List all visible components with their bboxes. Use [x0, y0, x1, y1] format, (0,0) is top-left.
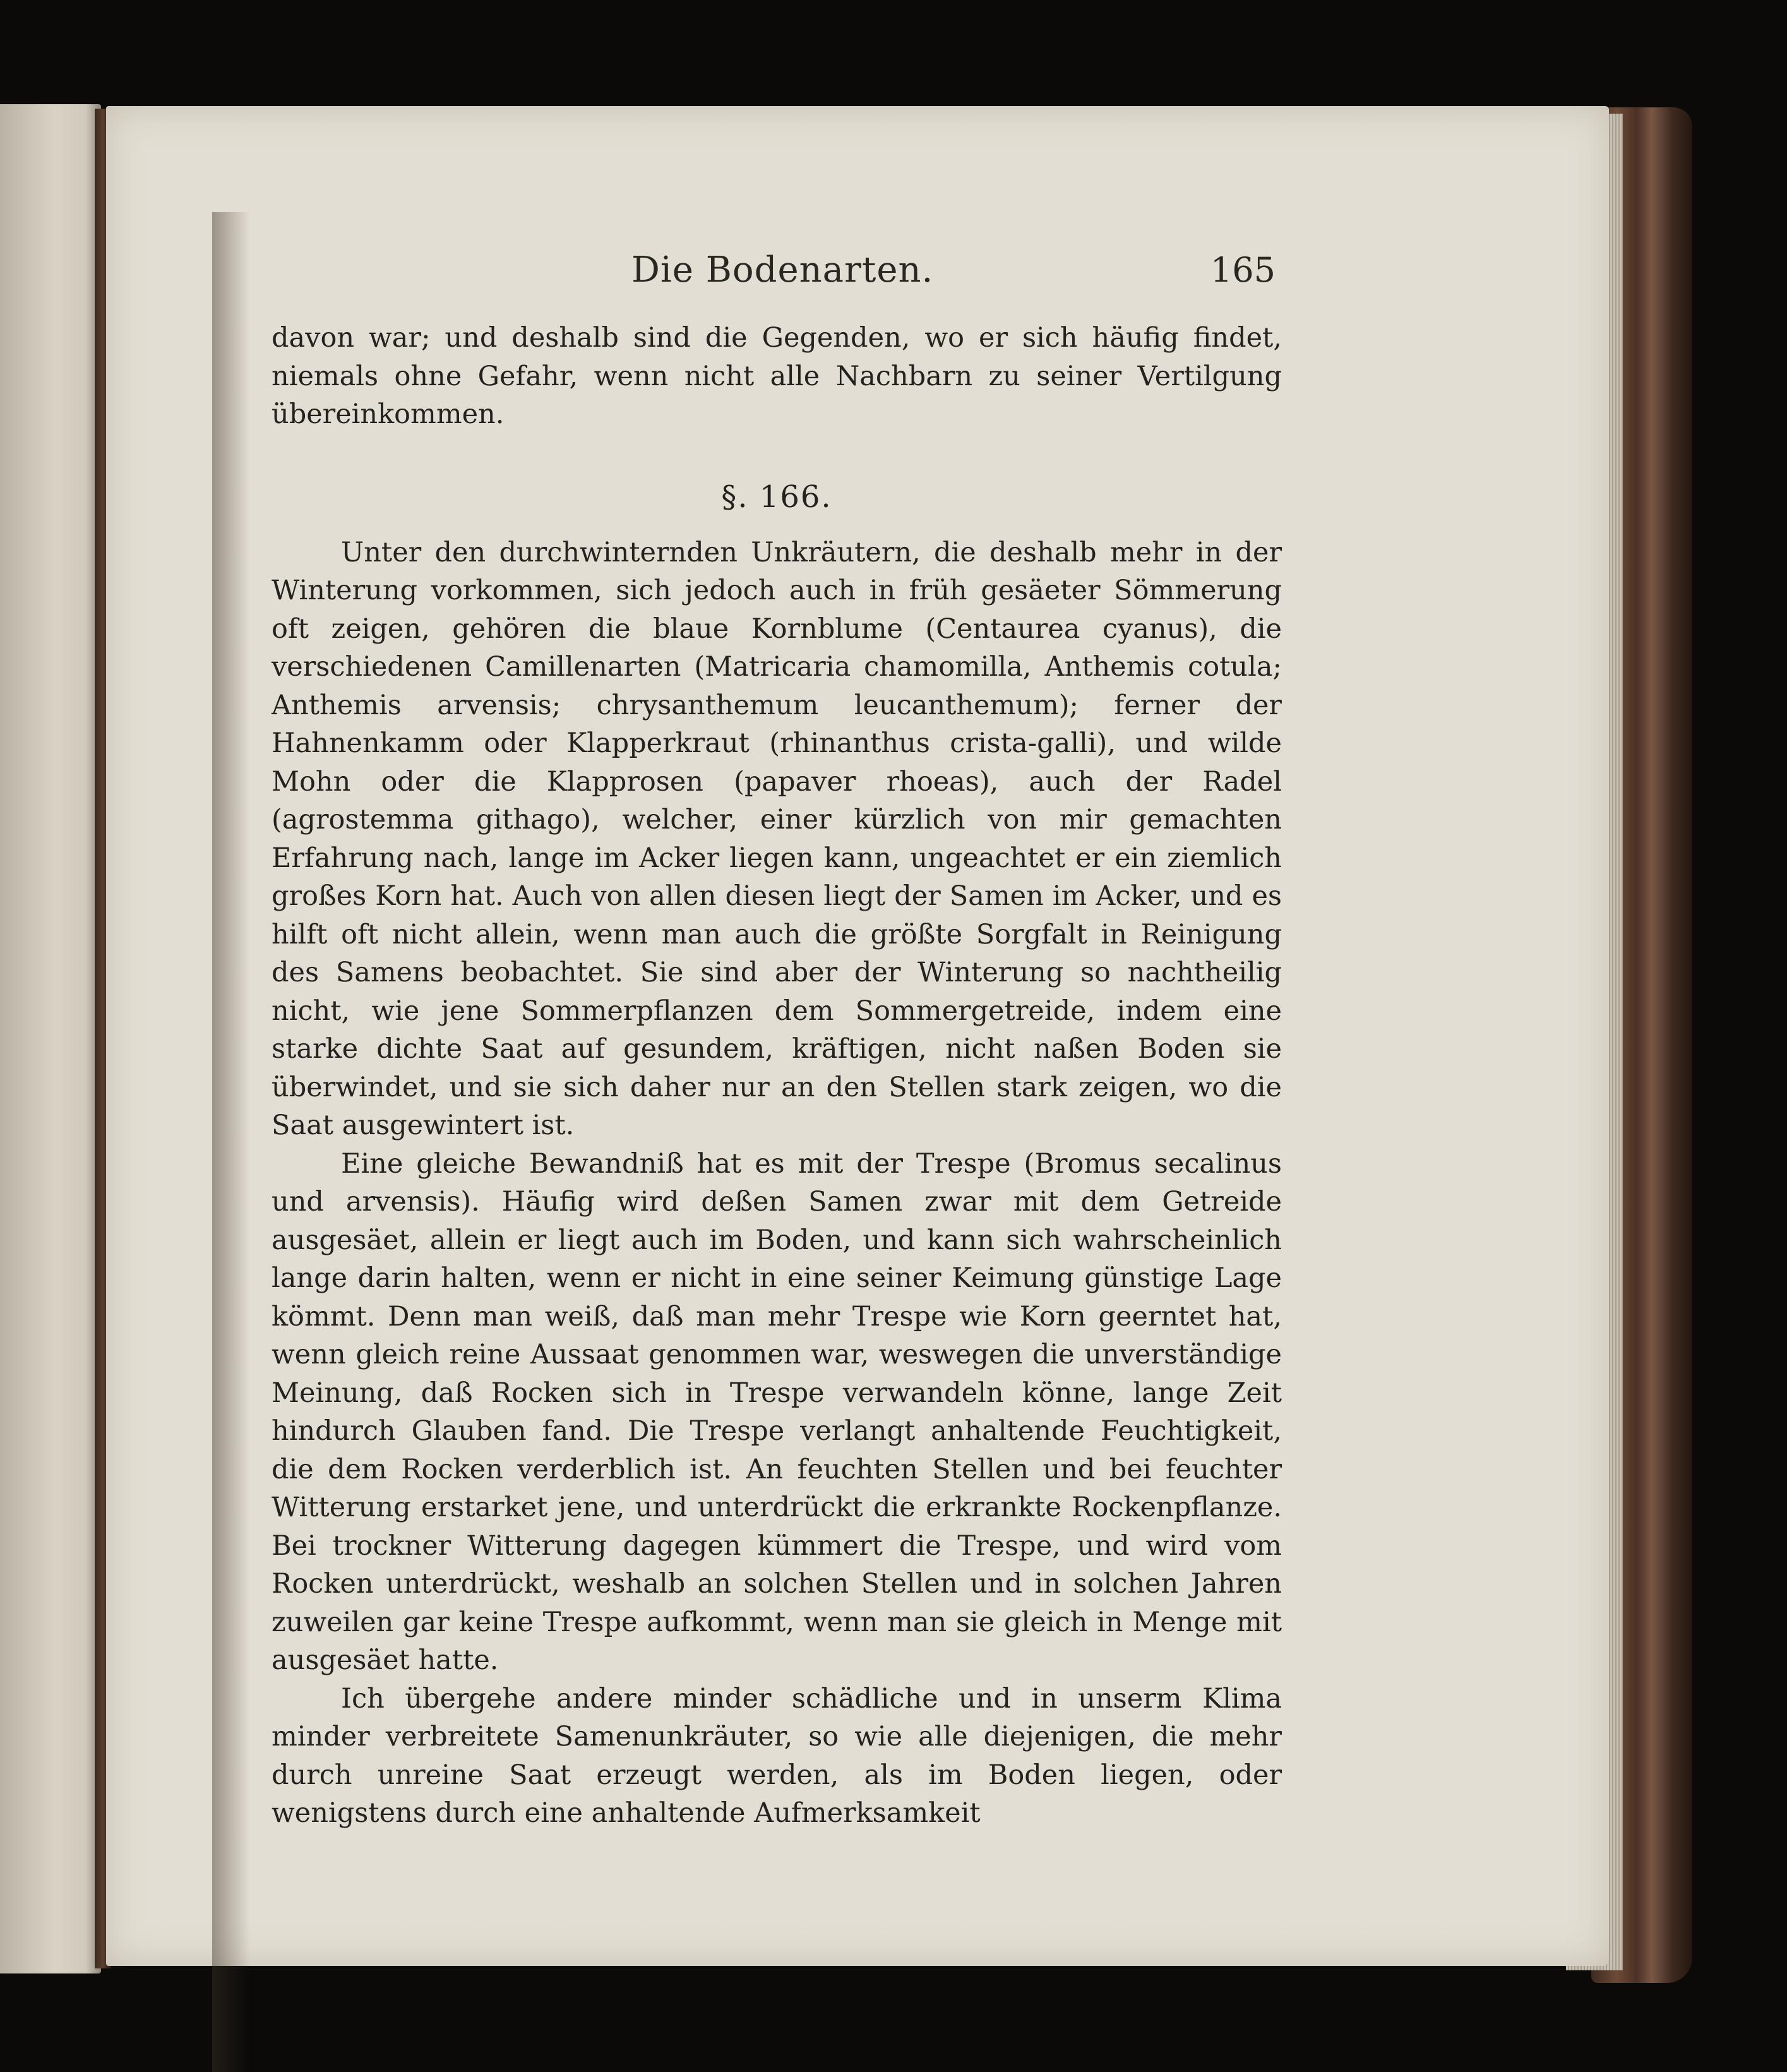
running-title: Die Bodenarten.	[631, 249, 934, 290]
previous-page-edge	[0, 104, 101, 1973]
paragraph: Ich übergehe andere minder schädliche und in unserm Klima minder verbreitete Samenunkräuter, so wie alle diejenigen, die mehr durch unreine Saat erzeugt werden, als im Boden liegen, oder wenigstens durch eine anhaltende Aufmerksamkeit	[272, 1682, 1282, 1829]
body-text	[272, 319, 1282, 1833]
running-head	[631, 249, 1276, 290]
carryover-paragraph: davon war; und deshalb sind die Gegenden, wo er sich häufig findet, niemals ohne Gefahr, wenn nicht alle Nachbarn zu seiner Vertilgung übereinkommen.	[272, 322, 1282, 430]
gutter-shadow	[212, 212, 250, 2072]
page-number: 165	[1210, 250, 1276, 290]
section-heading: §. 166.	[721, 479, 832, 515]
paragraph: Eine gleiche Bewandniß hat es mit der Trespe (Bromus secalinus und arvensis). Häufig wird deßen Samen zwar mit dem Getreide ausgesäet, allein er liegt auch im Boden, und kann sich wahrscheinlich lange darin halten, wenn er nicht in eine seiner Keimung günstige Lage kömmt. Denn man weiß, daß man mehr Trespe wie Korn geerntet hat, wenn gleich reine Aussaat genommen war, weswegen die unverständige Meinung, daß Rocken sich in Trespe verwandeln könne, lange Zeit hindurch Glauben fand. Die Trespe verlangt anhaltende Feuchtigkeit, die dem Rocken verderblich ist. An feuchten Stellen und bei feuchter Witterung erstarket jene, und unterdrückt die erkrankte Rockenpflanze. Bei trockner Witterung dagegen kümmert die Trespe, und wird vom Rocken unterdrückt, weshalb an solchen Stellen und in solchen Jahren zuweilen gar keine Trespe aufkommt, wenn man sie gleich in Menge mit ausgesäet hatte.	[272, 1147, 1282, 1676]
paragraph: Unter den durchwinternden Unkräutern, die deshalb mehr in der Winterung vorkommen, sich jedoch auch in früh gesäeter Sömmerung oft zeigen, gehören die blaue Kornblume (Centaurea cyanus), die verschiedenen Camillenarten (Matricaria chamomilla, Anthemis cotula; Anthemis arvensis; chrysanthemum leucanthemum); ferner der Hahnenkamm oder Klapperkraut (rhinanthus crista-galli), und wilde Mohn oder die Klapprosen (papaver rhoeas), auch der Radel (agrostemma githago), welcher, einer kürzlich von mir gemachten Erfahrung nach, lange im Acker liegen kann, ungeachtet er ein ziemlich großes Korn hat. Auch von allen diesen liegt der Samen im Acker, und es hilft oft nicht allein, wenn man auch die größte Sorgfalt in Reinigung des Samens beobachtet. Sie sind aber der Winterung so nachtheilig nicht, wie jene Sommerpflanzen dem Sommergetreide, indem eine starke dichte Saat auf gesundem, kräftigen, nicht naßen Boden sie überwindet, und sie sich daher nur an den Stellen stark zeigen, wo die Saat ausgewintert ist.	[272, 536, 1282, 1141]
